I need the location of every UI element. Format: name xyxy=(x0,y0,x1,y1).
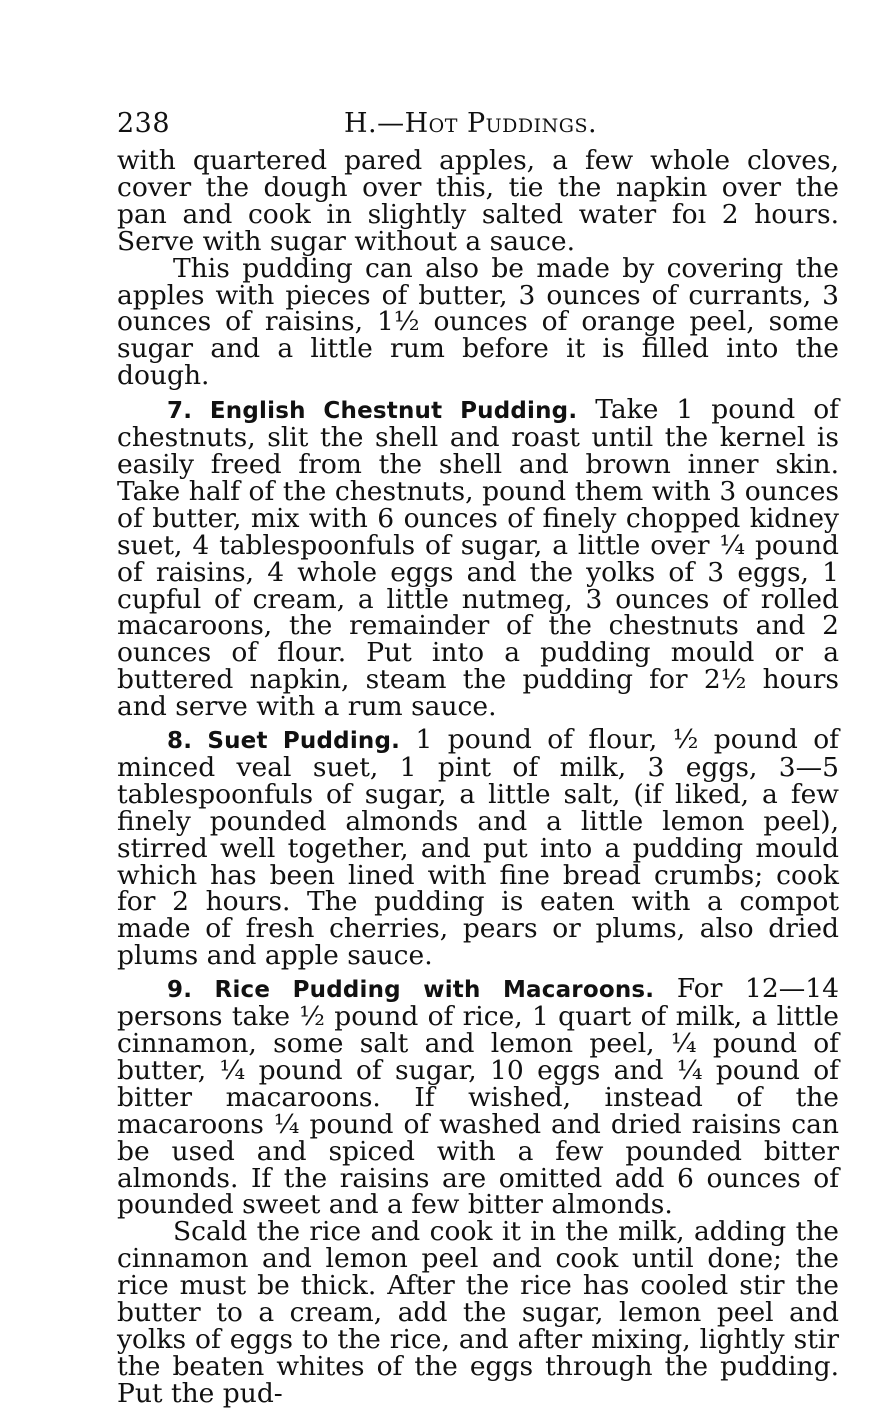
recipe-text: Take 1 pound of chestnuts, slit the shell and roast until the kernel is easily freed from the shell and brown inner skin. Take half of the chestnuts, pound them with 3 ounces of butter, mix with 6 ounces of finely chopped kidney suet, 4 tablespoonfuls of sugar, a little over ¼ pound of raisins, 4 whole eggs and the yolks of 3 eggs, 1 cupful of cream, a little nutmeg, 3 ounces of rolled macaroons, the remainder of the chestnuts and 2 ounces of flour. Put into a pudding mould or a buttered napkin, steam the pudding for 2½ hours and serve with a rum sauce. xyxy=(117,394,839,723)
recipe-suet-pudding xyxy=(117,724,839,972)
page-header xyxy=(117,108,839,148)
paragraph-variation: This pudding can also be made by covering the apples with pieces of butter, 3 ounces of currants, 3 ounces of raisins, 1½ ounces of orange peel, some sugar and a little rum before it is filled into the dough. xyxy=(117,252,839,392)
recipe-text: For 12—14 persons take ½ pound of rice, 1 quart of milk, a little cinnamon, some salt and lemon peel, ¼ pound of butter, ¼ pound of sugar, 10 eggs and ¼ pound of bitter macaroons. If wished, instead of the macaroons ¼ pound of washed and dried raisins can be used and spiced with a few pounded bitter almonds. If the raisins are omitted add 6 ounces of pounded sweet and a few bitter almonds. xyxy=(117,973,839,1221)
recipe-title: 7. English Chestnut Pudding. xyxy=(167,398,578,425)
paragraph-continued: with quartered pared apples, a few whole cloves, cover the dough over this, tie the napkin over the pan and cook in slightly salted water foı 2 hours. Serve with sugar without a sauce. xyxy=(117,145,839,257)
paragraph-method: Scald the rice and cook it in the milk, adding the cinnamon and lemon peel and cook until done; the rice must be thick. After the rice has cooled stir the butter to a cream, add the sugar, lemon peel and yolks of eggs to the rice, and after mixing, lightly stir the beaten whites of the eggs through the pudding. Put the pud- xyxy=(117,1216,839,1409)
book-page xyxy=(117,108,839,1408)
page-number: 238 xyxy=(117,108,171,139)
recipe-english-chestnut-pudding xyxy=(117,394,839,723)
running-title: H.—Hot Puddings. xyxy=(344,108,598,139)
recipe-title: 9. Rice Pudding with Macaroons. xyxy=(167,977,655,1004)
recipe-text: 1 pound of flour, ½ pound of minced veal suet, 1 pint of milk, 3 eggs, 3—5 tablespoonfuls of sugar, a little salt, (if liked, a few finely pounded almonds and a little lemon peel), stirred well together, and put into a pudding mould which has been lined with fine bread crumbs; cook for 2 hours. The pudding is eaten with a compot made of fresh cherries, pears or plums, also dried plums and apple sauce. xyxy=(117,724,839,972)
page-body xyxy=(117,145,839,1409)
recipe-rice-pudding-with-macaroons xyxy=(117,973,839,1221)
recipe-title: 8. Suet Pudding. xyxy=(167,728,401,755)
